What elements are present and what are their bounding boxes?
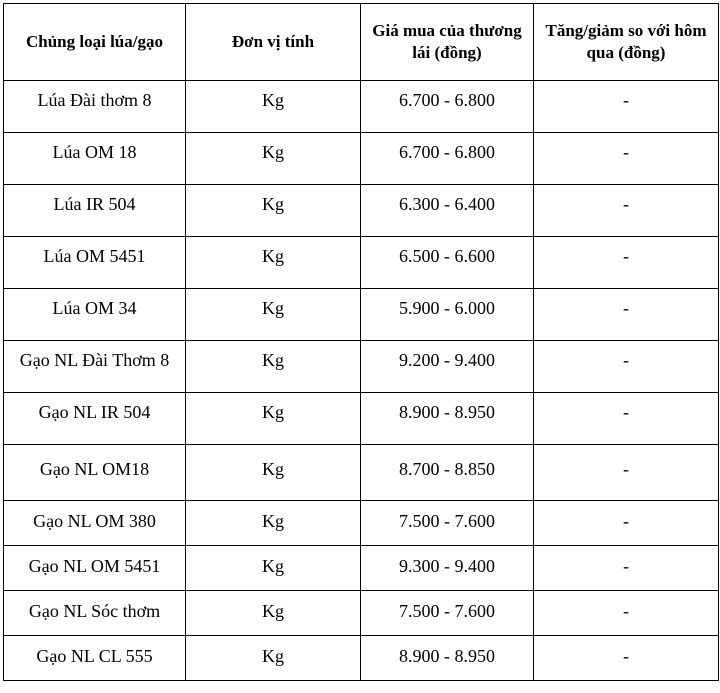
- cell-unit: Kg: [186, 81, 361, 133]
- cell-change: -: [534, 237, 719, 289]
- cell-rice-type: Lúa Đài thơm 8: [4, 81, 186, 133]
- table-row: [4, 546, 719, 591]
- cell-trader-price: 8.700 - 8.850: [361, 445, 534, 501]
- cell-unit: Kg: [186, 636, 361, 681]
- cell-unit: Kg: [186, 289, 361, 341]
- header-trader-price: Giá mua của thương lái (đồng): [361, 4, 534, 81]
- cell-trader-price: 8.900 - 8.950: [361, 636, 534, 681]
- rice-price-table: [3, 3, 719, 681]
- table-row: [4, 501, 719, 546]
- cell-change: -: [534, 393, 719, 445]
- cell-unit: Kg: [186, 591, 361, 636]
- table-header: [4, 4, 719, 81]
- cell-trader-price: 6.300 - 6.400: [361, 185, 534, 237]
- cell-trader-price: 5.900 - 6.000: [361, 289, 534, 341]
- cell-trader-price: 8.900 - 8.950: [361, 393, 534, 445]
- cell-trader-price: 7.500 - 7.600: [361, 501, 534, 546]
- table-row: [4, 445, 719, 501]
- header-row: [4, 4, 719, 81]
- cell-trader-price: 9.300 - 9.400: [361, 546, 534, 591]
- header-unit: Đơn vị tính: [186, 4, 361, 81]
- table-row: [4, 133, 719, 185]
- cell-change: -: [534, 546, 719, 591]
- header-change: Tăng/giảm so với hôm qua (đồng): [534, 4, 719, 81]
- cell-change: -: [534, 445, 719, 501]
- cell-rice-type: Gạo NL CL 555: [4, 636, 186, 681]
- table-row: [4, 636, 719, 681]
- cell-unit: Kg: [186, 501, 361, 546]
- cell-change: -: [534, 81, 719, 133]
- cell-unit: Kg: [186, 185, 361, 237]
- header-rice-type: Chủng loại lúa/gạo: [4, 4, 186, 81]
- table-row: [4, 237, 719, 289]
- cell-rice-type: Lúa OM 34: [4, 289, 186, 341]
- cell-change: -: [534, 341, 719, 393]
- cell-rice-type: Gạo NL OM 380: [4, 501, 186, 546]
- cell-rice-type: Lúa IR 504: [4, 185, 186, 237]
- cell-rice-type: Gạo NL Sóc thơm: [4, 591, 186, 636]
- cell-rice-type: Lúa OM 5451: [4, 237, 186, 289]
- cell-trader-price: 6.500 - 6.600: [361, 237, 534, 289]
- cell-change: -: [534, 185, 719, 237]
- cell-trader-price: 7.500 - 7.600: [361, 591, 534, 636]
- cell-change: -: [534, 501, 719, 546]
- cell-trader-price: 6.700 - 6.800: [361, 133, 534, 185]
- cell-rice-type: Gạo NL IR 504: [4, 393, 186, 445]
- table-body: [4, 81, 719, 681]
- cell-unit: Kg: [186, 546, 361, 591]
- cell-trader-price: 9.200 - 9.400: [361, 341, 534, 393]
- cell-rice-type: Gạo NL Đài Thơm 8: [4, 341, 186, 393]
- cell-unit: Kg: [186, 393, 361, 445]
- cell-rice-type: Lúa OM 18: [4, 133, 186, 185]
- cell-change: -: [534, 289, 719, 341]
- table-row: [4, 81, 719, 133]
- table-row: [4, 185, 719, 237]
- table-row: [4, 591, 719, 636]
- table-row: [4, 393, 719, 445]
- cell-change: -: [534, 636, 719, 681]
- cell-change: -: [534, 133, 719, 185]
- cell-rice-type: Gạo NL OM 5451: [4, 546, 186, 591]
- cell-trader-price: 6.700 - 6.800: [361, 81, 534, 133]
- cell-rice-type: Gạo NL OM18: [4, 445, 186, 501]
- cell-unit: Kg: [186, 237, 361, 289]
- cell-unit: Kg: [186, 133, 361, 185]
- cell-change: -: [534, 591, 719, 636]
- table-row: [4, 289, 719, 341]
- cell-unit: Kg: [186, 445, 361, 501]
- cell-unit: Kg: [186, 341, 361, 393]
- table-row: [4, 341, 719, 393]
